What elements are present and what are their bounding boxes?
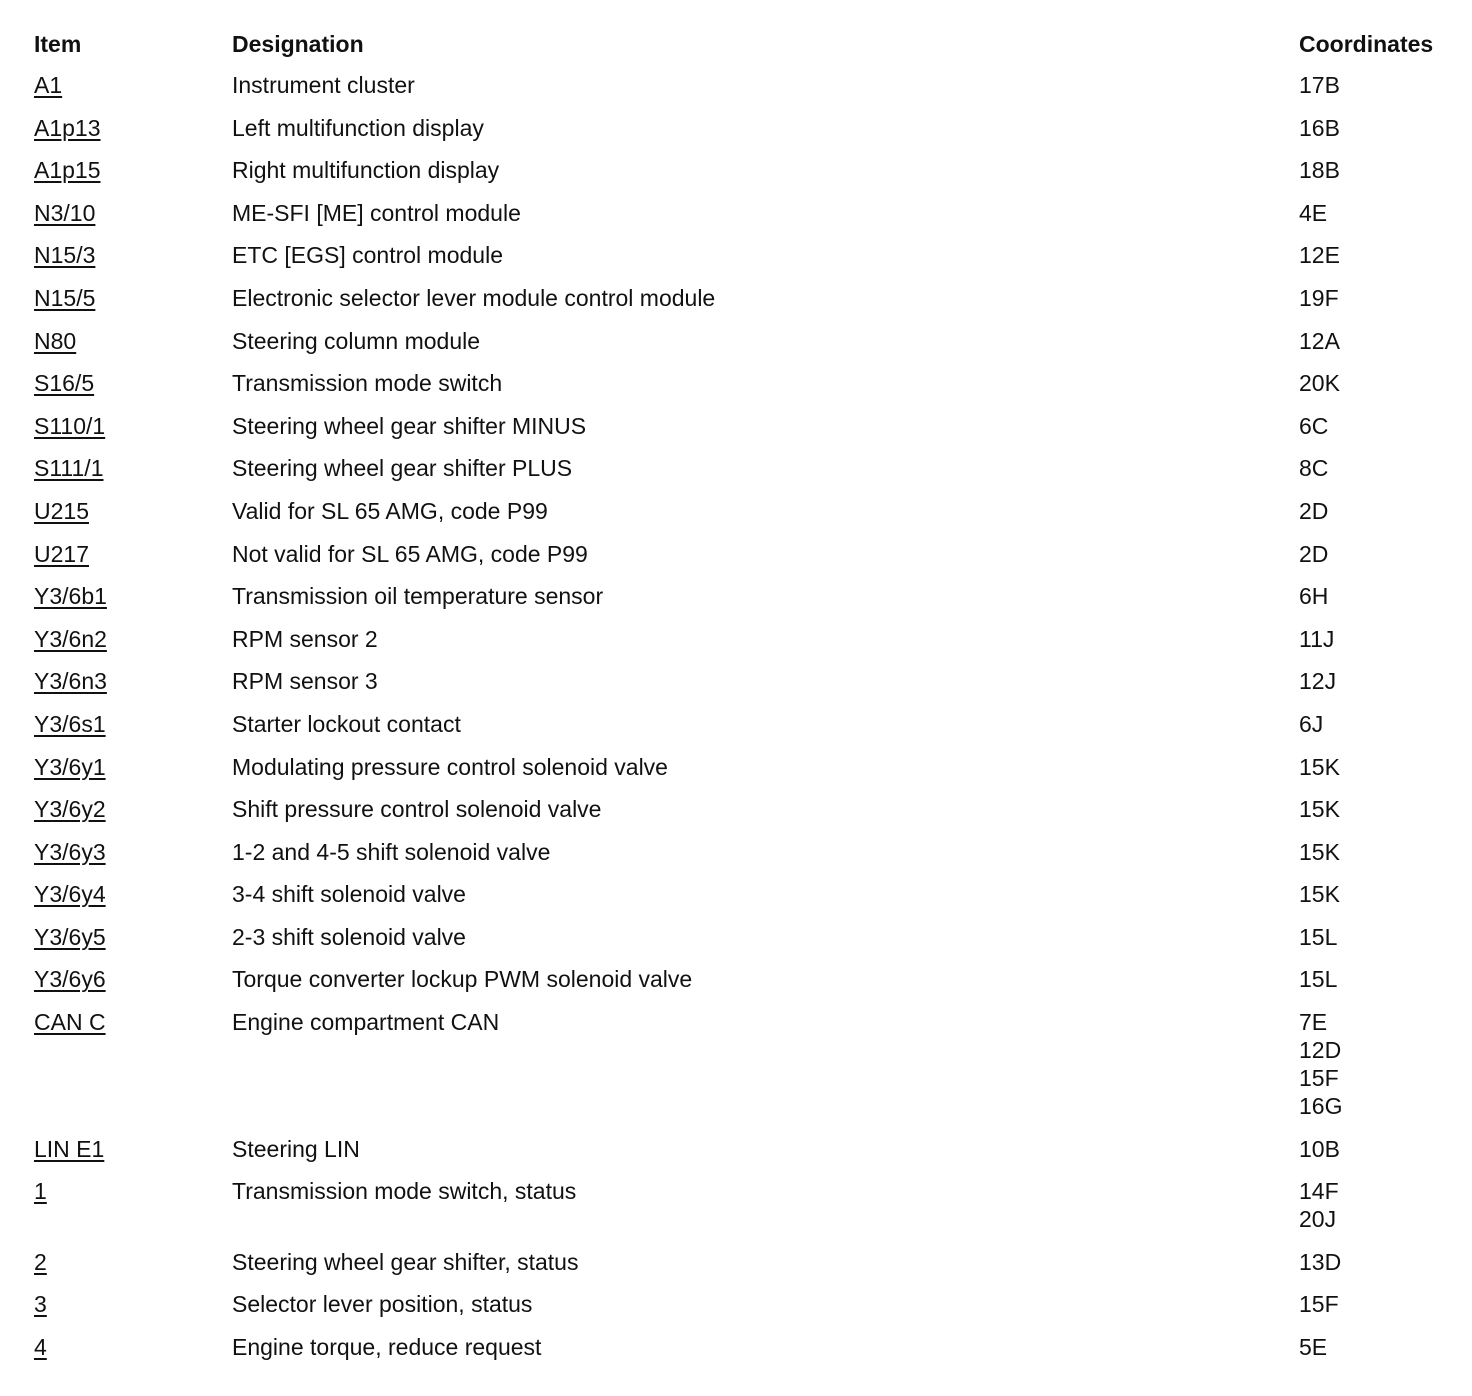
coordinate-value: 15F [1299, 1291, 1339, 1318]
coordinate-value: 18B [1299, 157, 1340, 184]
table-body [0, 64, 1472, 1369]
coordinate-value: 20J [1299, 1206, 1337, 1233]
coordinates-cell [1299, 1135, 1340, 1163]
designation-text: 1-2 and 4-5 shift solenoid valve [232, 838, 551, 865]
table-row [0, 447, 1472, 490]
coordinate-value: 19F [1299, 284, 1339, 311]
coordinates-cell [1299, 540, 1328, 568]
designation-text: 3-4 shift solenoid valve [232, 881, 466, 908]
item-link[interactable]: Y3/6y2 [34, 796, 106, 823]
table-row [0, 916, 1472, 959]
item-link[interactable]: Y3/6y6 [34, 966, 106, 993]
item-link[interactable]: Y3/6y1 [34, 753, 106, 780]
item-link[interactable]: Y3/6y3 [34, 838, 106, 865]
coordinate-value: 5E [1299, 1334, 1328, 1361]
coordinates-cell [1299, 667, 1336, 695]
item-link[interactable]: Y3/6y4 [34, 881, 106, 908]
coordinates-cell [1299, 199, 1327, 227]
designation-text: Steering column module [232, 327, 481, 354]
table-row [0, 234, 1472, 277]
coordinate-value: 15K [1299, 796, 1340, 823]
coordinate-value: 17B [1299, 72, 1340, 98]
designation-text: 2-3 shift solenoid valve [232, 923, 466, 950]
coordinates-cell [1299, 880, 1340, 908]
coordinate-value: 12A [1299, 327, 1340, 354]
table-row [0, 1170, 1472, 1241]
coordinates-cell [1299, 838, 1340, 866]
coordinates-cell [1299, 710, 1323, 738]
designation-text: Engine compartment CAN [232, 1009, 500, 1036]
item-link[interactable]: U217 [34, 540, 89, 567]
designation-text: Steering wheel gear shifter PLUS [232, 455, 573, 482]
item-link[interactable]: S16/5 [34, 370, 95, 397]
coordinate-value: 16B [1299, 114, 1340, 141]
item-link[interactable]: S110/1 [34, 412, 106, 439]
table-row [0, 64, 1472, 107]
table-row [0, 192, 1472, 235]
designation-text: Engine torque, reduce request [232, 1334, 542, 1361]
coordinate-value: 15F [1299, 1065, 1339, 1092]
coordinates-cell [1299, 156, 1340, 184]
item-link[interactable]: N3/10 [34, 199, 96, 226]
table-row [0, 107, 1472, 150]
item-link[interactable]: 1 [34, 1178, 47, 1205]
coordinates-cell [1299, 753, 1340, 781]
item-link[interactable]: N15/3 [34, 242, 96, 269]
coordinates-cell [1299, 582, 1328, 610]
designation-text: Transmission mode switch [232, 370, 503, 397]
table-row [0, 788, 1472, 831]
item-link[interactable]: N80 [34, 327, 77, 354]
item-link[interactable]: Y3/6n2 [34, 625, 107, 652]
coordinates-cell [1299, 625, 1334, 653]
coordinate-value: 13D [1299, 1248, 1342, 1275]
header-coordinates: Coordinates [1299, 31, 1434, 57]
coordinate-value: 4E [1299, 199, 1328, 226]
table-row [0, 618, 1472, 661]
coordinates-cell [1299, 1177, 1339, 1233]
designation-text: Electronic selector lever module control module [232, 284, 716, 311]
designation-text: RPM sensor 3 [232, 668, 378, 695]
coordinate-value: 15K [1299, 838, 1340, 865]
designation-text: Instrument cluster [232, 72, 415, 98]
item-link[interactable]: A1 [34, 72, 63, 98]
item-link[interactable]: 3 [34, 1291, 47, 1318]
header-item: Item [34, 31, 82, 57]
table-row [0, 490, 1472, 533]
item-link[interactable]: LIN E1 [34, 1135, 105, 1162]
item-link[interactable]: 4 [34, 1334, 47, 1361]
table-row [0, 533, 1472, 576]
coordinate-value: 15L [1299, 966, 1338, 993]
item-link[interactable]: Y3/6b1 [34, 583, 107, 610]
coordinate-value: 12E [1299, 242, 1340, 269]
designation-text: Steering LIN [232, 1135, 360, 1162]
designation-text: Not valid for SL 65 AMG, code P99 [232, 540, 588, 567]
coordinate-value: 8C [1299, 455, 1329, 482]
coordinate-value: 6C [1299, 412, 1329, 439]
coordinate-value: 20K [1299, 370, 1340, 397]
coordinates-cell [1299, 241, 1340, 269]
table-row [0, 575, 1472, 618]
table-row [0, 405, 1472, 448]
designation-text: ME-SFI [ME] control module [232, 199, 521, 226]
table-row [0, 277, 1472, 320]
coordinates-cell [1299, 369, 1340, 397]
designation-text: Steering wheel gear shifter, status [232, 1248, 579, 1275]
header-designation: Designation [232, 31, 364, 57]
table-row [0, 703, 1472, 746]
item-link[interactable]: A1p13 [34, 114, 101, 141]
coordinates-cell [1299, 965, 1337, 993]
designation-text: Steering wheel gear shifter MINUS [232, 412, 587, 439]
designation-text: Selector lever position, status [232, 1291, 533, 1318]
coordinate-value: 2D [1299, 540, 1329, 567]
component-legend-table [0, 26, 1472, 1369]
coordinate-value: 15K [1299, 881, 1340, 908]
item-link[interactable]: Y3/6y5 [34, 923, 106, 950]
coordinate-value: 7E [1299, 1009, 1328, 1036]
designation-text: Transmission mode switch, status [232, 1178, 577, 1205]
designation-text: Valid for SL 65 AMG, code P99 [232, 497, 548, 524]
coordinates-cell [1299, 1248, 1341, 1276]
coordinates-cell [1299, 795, 1340, 823]
coordinate-value: 15K [1299, 753, 1340, 780]
coordinate-value: 10B [1299, 1135, 1340, 1162]
coordinates-cell [1299, 1290, 1339, 1318]
designation-text: Modulating pressure control solenoid valve [232, 753, 668, 780]
coordinate-value: 12D [1299, 1037, 1342, 1064]
item-link[interactable]: S111/1 [34, 455, 104, 482]
designation-text: Transmission oil temperature sensor [232, 583, 604, 610]
coordinates-cell [1299, 71, 1340, 99]
designation-text: Right multifunction display [232, 157, 500, 184]
item-link[interactable]: N15/5 [34, 284, 96, 311]
coordinate-value: 15L [1299, 923, 1338, 950]
designation-text: Shift pressure control solenoid valve [232, 796, 602, 823]
designation-text: Torque converter lockup PWM solenoid valve [232, 966, 693, 993]
coordinate-value: 12J [1299, 668, 1337, 695]
designation-text: Left multifunction display [232, 114, 484, 141]
table-row [0, 1326, 1472, 1369]
coordinates-cell [1299, 1333, 1327, 1361]
designation-text: Starter lockout contact [232, 710, 461, 737]
item-link[interactable]: Y3/6s1 [34, 710, 106, 737]
table-row [0, 1283, 1472, 1326]
table-row [0, 958, 1472, 1001]
table-row [0, 149, 1472, 192]
table-row [0, 362, 1472, 405]
item-link[interactable]: Y3/6n3 [34, 668, 107, 695]
table-row [0, 746, 1472, 789]
coordinate-value: 6J [1299, 710, 1324, 737]
coordinates-cell [1299, 327, 1340, 355]
item-link[interactable]: 2 [34, 1248, 47, 1275]
coordinate-value: 11J [1299, 625, 1335, 652]
table-row [0, 873, 1472, 916]
item-link[interactable]: CAN C [34, 1009, 106, 1036]
coordinates-cell [1299, 923, 1337, 951]
coordinates-cell [1299, 497, 1328, 525]
designation-text: RPM sensor 2 [232, 625, 378, 652]
coordinate-value: 2D [1299, 497, 1329, 524]
item-link[interactable]: A1p15 [34, 157, 101, 184]
table-row [0, 831, 1472, 874]
table-row [0, 660, 1472, 703]
item-link[interactable]: U215 [34, 497, 89, 524]
coordinates-cell [1299, 1008, 1342, 1120]
coordinates-cell [1299, 284, 1339, 312]
designation-text: ETC [EGS] control module [232, 242, 503, 269]
table-row [0, 320, 1472, 363]
table-row [0, 1241, 1472, 1284]
coordinates-cell [1299, 412, 1328, 440]
table-row [0, 1001, 1472, 1128]
coordinate-value: 6H [1299, 583, 1329, 610]
coordinate-value: 16G [1299, 1093, 1343, 1120]
table-header-row [0, 26, 1472, 64]
coordinate-value: 14F [1299, 1178, 1339, 1205]
coordinates-cell [1299, 114, 1340, 142]
table-row [0, 1128, 1472, 1171]
coordinates-cell [1299, 454, 1328, 482]
